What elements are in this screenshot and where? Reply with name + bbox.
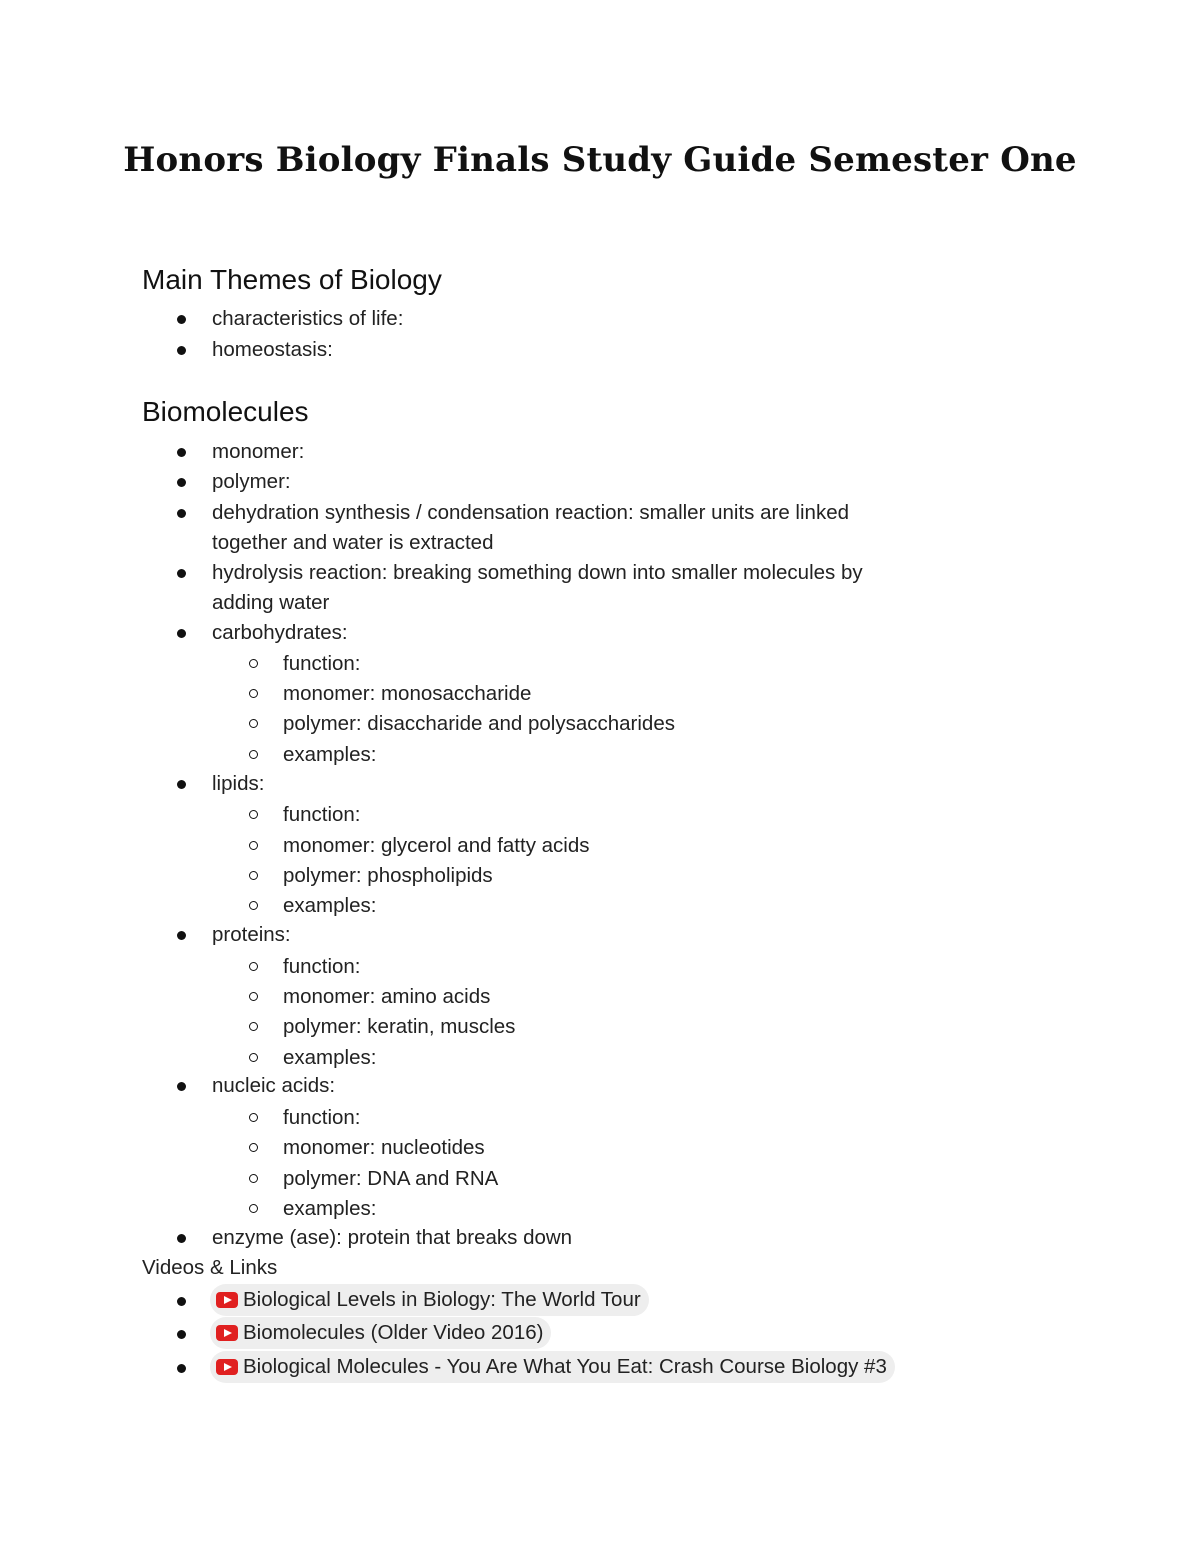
section-heading-biomolecules: Biomolecules [142, 396, 309, 427]
sub-list-item: polymer: phospholipids [283, 864, 493, 887]
bullet-icon [177, 1297, 186, 1306]
list-item-continuation: adding water [212, 591, 330, 614]
bullet-icon [177, 315, 186, 324]
circle-bullet-icon [249, 1174, 258, 1183]
list-item-nucleic-acids: nucleic acids: [212, 1074, 336, 1097]
video-link-label: Biological Levels in Biology: The World Tour [243, 1288, 641, 1311]
circle-bullet-icon [249, 689, 258, 698]
circle-bullet-icon [249, 1053, 258, 1062]
list-item: homeostasis: [212, 338, 333, 361]
youtube-icon [216, 1292, 238, 1308]
videos-heading: Videos & Links [142, 1256, 278, 1279]
bullet-icon [177, 569, 186, 578]
bullet-icon [177, 1364, 186, 1373]
circle-bullet-icon [249, 901, 258, 910]
bullet-icon [177, 931, 186, 940]
page-title: Honors Biology Finals Study Guide Semester One [123, 140, 1077, 180]
list-item-proteins: proteins: [212, 923, 291, 946]
sub-list-item: polymer: disaccharide and polysaccharides [283, 712, 675, 735]
sub-list-item: polymer: keratin, muscles [283, 1015, 516, 1038]
video-link-label: Biomolecules (Older Video 2016) [243, 1321, 544, 1344]
circle-bullet-icon [249, 1022, 258, 1031]
list-item-carbohydrates: carbohydrates: [212, 621, 348, 644]
sub-list-item: examples: [283, 1197, 377, 1220]
bullet-icon [177, 1234, 186, 1243]
bullet-icon [177, 780, 186, 789]
bullet-icon [177, 1082, 186, 1091]
circle-bullet-icon [249, 871, 258, 880]
list-item: dehydration synthesis / condensation reaction: smaller units are linked [212, 501, 849, 524]
sub-list-item: examples: [283, 743, 377, 766]
bullet-icon [177, 509, 186, 518]
video-link-chip[interactable] [210, 1284, 649, 1316]
list-item: characteristics of life: [212, 307, 404, 330]
list-item-continuation: together and water is extracted [212, 531, 494, 554]
list-item: polymer: [212, 470, 291, 493]
sub-list-item: monomer: monosaccharide [283, 682, 532, 705]
circle-bullet-icon [249, 1113, 258, 1122]
bullet-icon [177, 629, 186, 638]
list-item: hydrolysis reaction: breaking something down into smaller molecules by [212, 561, 863, 584]
sub-list-item: function: [283, 955, 361, 978]
list-item-lipids: lipids: [212, 772, 265, 795]
circle-bullet-icon [249, 1204, 258, 1213]
circle-bullet-icon [249, 810, 258, 819]
list-item-enzyme: enzyme (ase): protein that breaks down [212, 1226, 573, 1249]
circle-bullet-icon [249, 1143, 258, 1152]
sub-list-item: monomer: amino acids [283, 985, 491, 1008]
sub-list-item: monomer: glycerol and fatty acids [283, 834, 590, 857]
section-heading-main-themes: Main Themes of Biology [142, 264, 442, 295]
sub-list-item: examples: [283, 1046, 377, 1069]
video-link-chip[interactable] [210, 1351, 895, 1383]
circle-bullet-icon [249, 750, 258, 759]
circle-bullet-icon [249, 841, 258, 850]
youtube-icon [216, 1325, 238, 1341]
bullet-icon [177, 1330, 186, 1339]
video-link-label: Biological Molecules - You Are What You Eat: Crash Course Biology #3 [243, 1355, 887, 1378]
sub-list-item: function: [283, 1106, 361, 1129]
sub-list-item: function: [283, 803, 361, 826]
list-item: monomer: [212, 440, 305, 463]
circle-bullet-icon [249, 719, 258, 728]
bullet-icon [177, 478, 186, 487]
sub-list-item: polymer: DNA and RNA [283, 1167, 499, 1190]
sub-list-item: monomer: nucleotides [283, 1136, 485, 1159]
circle-bullet-icon [249, 962, 258, 971]
sub-list-item: function: [283, 652, 361, 675]
bullet-icon [177, 346, 186, 355]
youtube-icon [216, 1359, 238, 1375]
sub-list-item: examples: [283, 894, 377, 917]
circle-bullet-icon [249, 659, 258, 668]
video-link-chip[interactable] [210, 1317, 551, 1349]
circle-bullet-icon [249, 992, 258, 1001]
bullet-icon [177, 448, 186, 457]
